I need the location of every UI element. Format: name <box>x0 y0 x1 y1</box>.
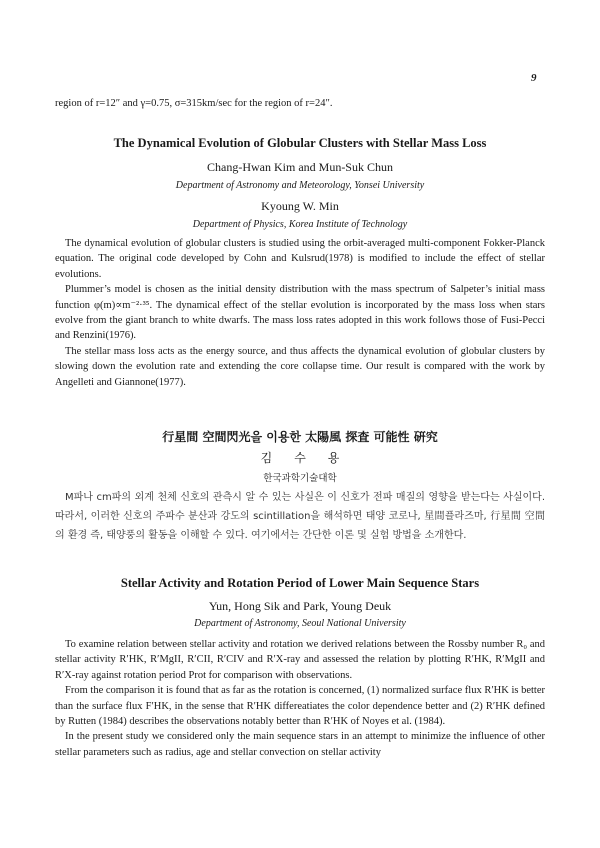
abstract3-affil: Department of Astronomy, Seoul National University <box>194 618 406 629</box>
abstract1-title: The Dynamical Evolution of Globular Clusters with Stellar Mass Loss <box>113 136 487 150</box>
abstract2-author: 김수용 <box>260 451 362 465</box>
intro-line: region of r=12″ and γ=0.75, σ=315km/sec for the region of r=24″. <box>55 98 333 109</box>
abstract3-authors: Yun, Hong Sik and Park, Young Deuk <box>208 599 392 613</box>
abstract2-body <box>55 488 545 545</box>
abstract1-authors1: Chang-Hwan Kim and Mun-Suk Chun <box>207 160 393 174</box>
abstract1-body <box>55 236 545 390</box>
abstract3-paragraph: To examine relation between stellar activity and rotation we derived relations between the Rossby number R₀ and stellar activity R′HK, R′MgII, R′CII, R′CIV and R′X-ray and assessed the relation by plotting R′HK, R′MgII and R′X-ray against rotation period Prot for comparison with observations. <box>55 639 545 681</box>
abstract1-affil1: Department of Astronomy and Meteorology, Yonsei University <box>175 180 425 191</box>
abstract1-paragraph: The stellar mass loss acts as the energy source, and thus affects the dynamical evolution of globular clusters by slowing down the evolution rate and extending the core collapse time. Our result is compared with the work by Angelleti and Giannone(1977). <box>55 345 545 388</box>
abstract1-paragraph: The dynamical evolution of globular clusters is studied using the orbit-averaged multi-component Fokker-Planck equation. The original code developed by Cohn and Kulsrud(1978) is modified to include the effect of stellar evolutions. <box>55 238 545 280</box>
abstract3-paragraph: From the comparison it is found that as far as the rotation is concerned, (1) normalized surface flux R′HK is better than the surface flux F′HK, in the sense that R′HK differeatiates the color dependence better and (2) R′HK defined by Rutten (1984) describes the observations notably better than R′HK of Noyes et al. (1984). <box>55 685 545 728</box>
abstract1-affil2: Department of Physics, Korea Institute of Technology <box>192 219 408 230</box>
abstract3-body <box>55 637 545 760</box>
abstract2-paragraph: M파나 cm파의 외계 천체 신호의 관측시 알 수 있는 사실은 이 신호가 전파 매질의 영향을 받는다는 사실이다. 따라서, 이러한 신호의 주파수 분산과 강도의 scintillation을 해석하면 태양 코로나, 星間플라즈마, 行星間 空間의 환경 즉, 태양풍의 활동을 이해할 수 있다. 여기에서는 간단한 이론 및 실험 방법을 소개한다. <box>55 492 545 541</box>
abstract1-authors2: Kyoung W. Min <box>261 199 339 213</box>
abstract1-paragraph: Plummer’s model is chosen as the initial density distribution with the mass spectrum of Salpeter’s initial mass function φ(m)∝m⁻²·³⁵. The dynamical effect of the stellar evolution is incorporated by the mass loss when stars evolve from the giant branch to white dwarfs. The mass loss rates adopted in this work follows those of Fusi-Pecci and Renzini(1976). <box>55 284 545 342</box>
abstract3-title: Stellar Activity and Rotation Period of Lower Main Sequence Stars <box>120 576 480 590</box>
abstract2-title: 行星間 空間閃光을 이용한 太陽風 探査 可能性 硏究 <box>162 430 438 444</box>
abstract3-paragraph: In the present study we considered only the main sequence stars in an attempt to minimize the influence of other stellar parameters such as radius, age and stellar convection on stellar activity <box>55 731 545 758</box>
page-number: 9 <box>531 72 537 84</box>
abstract2-affil: 한국과학기술대학 <box>263 473 337 484</box>
